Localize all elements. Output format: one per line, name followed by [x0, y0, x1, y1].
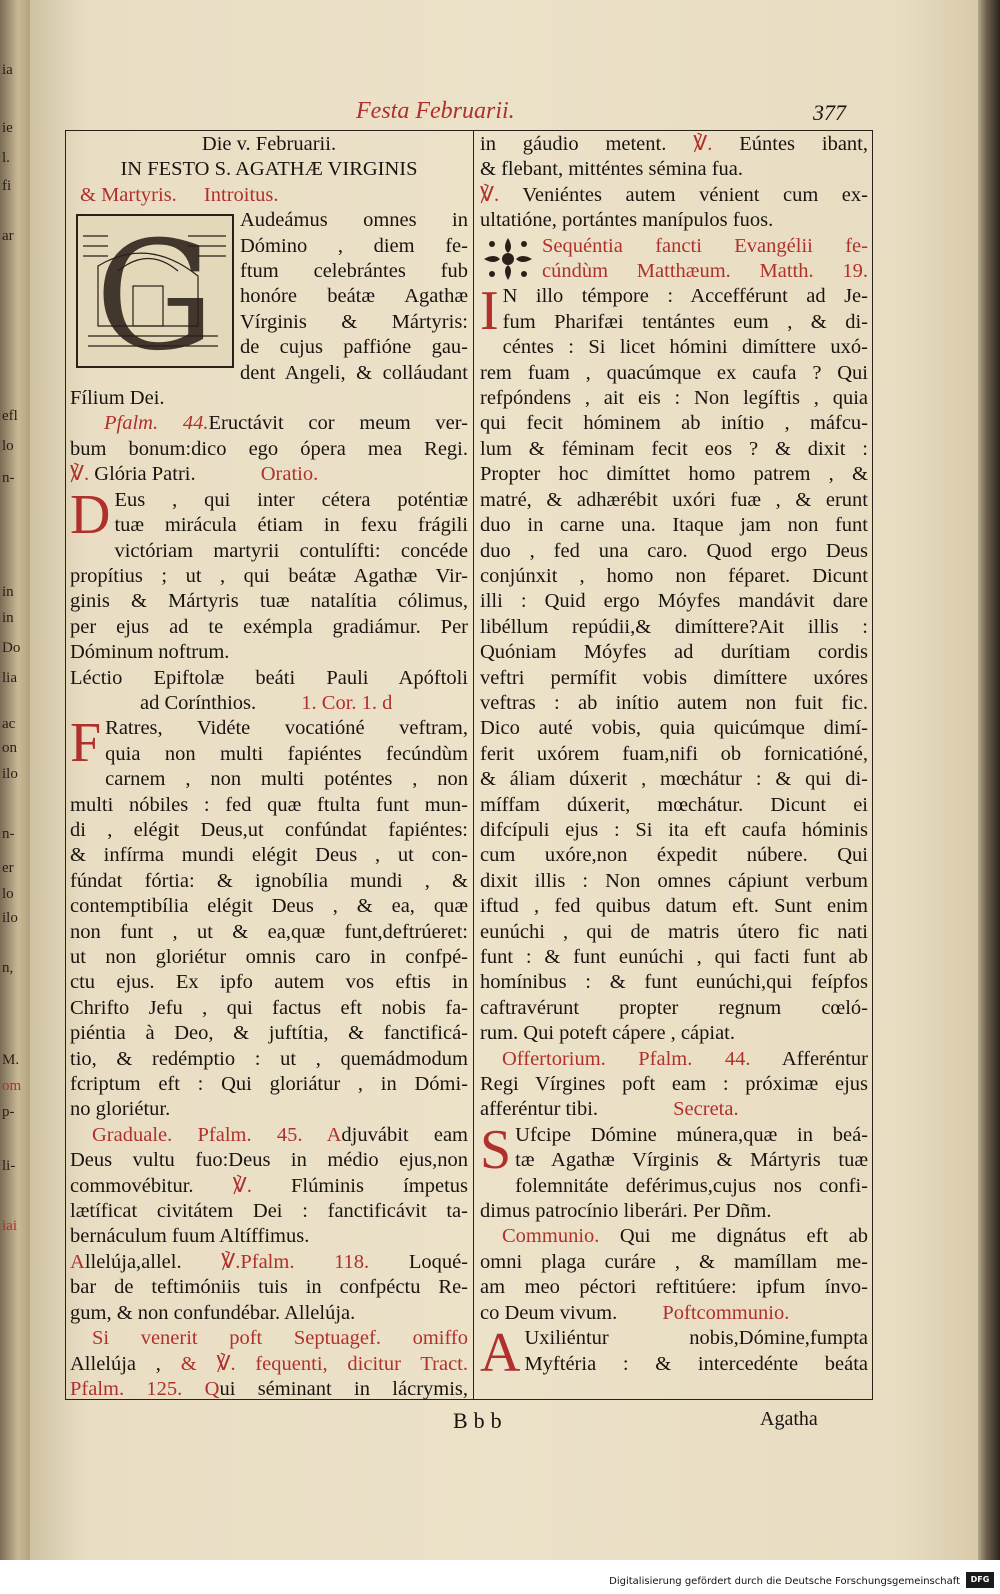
epistle-initial: F: [70, 712, 102, 775]
alleluia-initial: A: [70, 1250, 85, 1273]
alleluia-line-2: bar de teftimóniis tuis in confpéctu Re-: [70, 1276, 468, 1299]
secreta-line: Ufcipe Dómine múnera,quæ in beá-: [515, 1123, 868, 1146]
communio-last: [480, 1301, 868, 1326]
oratio-line: tuæ mirácula étiam in fexu frágili: [114, 514, 468, 537]
lectio-text-2: ad Corínthios.: [140, 691, 257, 714]
oratio-line: ginis & Mártyris tuæ natalítia cólimus,: [70, 590, 468, 613]
epistle-block: [70, 712, 468, 1123]
column-divider: [473, 130, 474, 1400]
tract-line-r1: [480, 132, 868, 157]
psalm-line-1: [70, 411, 468, 436]
gospel-line: funt : & funt eunúchi , qui facti funt ab: [480, 946, 868, 968]
margin-fragment: om: [2, 1078, 22, 1094]
oratio-line: per ejus ad te exémpla gradiámur. Per: [70, 615, 468, 638]
martyr-text: & Martyris.: [80, 183, 177, 206]
margin-fragment: on: [2, 740, 17, 756]
margin-fragment: iai: [2, 1218, 17, 1234]
margin-fragment: ilo: [2, 910, 18, 926]
gospel-line: & áliam dúxerit , mœchátur : & qui di-: [480, 768, 868, 791]
epistle-line: fcriptum eft : Qui gloriátur , in Dómi-: [70, 1073, 468, 1096]
communio-label: Communio.: [502, 1225, 600, 1248]
epistle-line: fúndat fórtia: & ignobília mundi , &: [70, 869, 468, 892]
gospel-block: [480, 280, 868, 1046]
epistle-line: non funt , ut & ea,quæ funt,deftrúeret:: [70, 920, 468, 943]
tract-text: ui séminant in lácrymis,: [219, 1377, 469, 1400]
gospel-line: míffam dúxerit, mœchátur. Dicunt ei: [480, 793, 868, 816]
gospel-line: iftud , fed quibus datum eft. Sunt enim: [480, 895, 868, 918]
margin-fragment: l.: [2, 150, 10, 166]
psalm-ref: Pfalm. 44.: [104, 412, 209, 435]
gospel-line: veftri permífit vobis dimíttere uxóres: [480, 666, 868, 689]
rubric-text-2b: & ℣. fequenti, dicitur Tract.: [180, 1352, 468, 1375]
margin-fragment: efl: [2, 408, 18, 424]
versicle-mark-4: ℣.: [693, 133, 713, 155]
fleuron-ornament-icon: [480, 236, 536, 282]
introit-line: ftum celebrántes fub: [240, 260, 468, 283]
offertorium-text-1: Afferéntur: [781, 1047, 868, 1070]
gospel-line: libéllum repúdii,& dimíttere?Ait illis :: [480, 615, 868, 638]
communio-line-3: am meo péctori reftitúere: ipfum ínvo-: [480, 1276, 868, 1299]
offertorium-line-1: [480, 1047, 868, 1072]
gospel-line: eunúchi , qui de matris útero fic nati: [480, 920, 868, 943]
graduale-line-1: [70, 1123, 468, 1148]
tract-line-r3: [480, 183, 868, 208]
margin-fragment: lia: [2, 670, 17, 686]
gospel-line: homínibus : & funt eunúchi,qui feípfos: [480, 971, 868, 994]
oratio-block: [70, 483, 468, 666]
gospel-line: dixit illis : Non omnes cápiunt verbum: [480, 869, 868, 892]
introit-line: de cujus paffióne gau-: [240, 336, 468, 359]
date-line: Die v. Februarii.: [201, 133, 337, 155]
introit-line: Dómino , diem fe-: [240, 234, 468, 257]
rubric-text-2a: Allelúja ,: [70, 1352, 161, 1375]
gospel-line: refpóndens , ait eis : Non legíftis , quia: [480, 387, 868, 410]
graduale-initial: A: [326, 1123, 342, 1146]
gospel-line: fum Pharifæi tentántes eum , & di-: [502, 310, 868, 333]
tract-line-r2: & flebant, mitténtes sémina fua.: [480, 158, 744, 181]
tract-initial: Q: [204, 1377, 220, 1400]
graduale-last: bernáculum fuum Altíffimus.: [70, 1225, 310, 1248]
margin-fragment: M.: [2, 1052, 20, 1068]
postcommunio-line: Uxiliéntur nobis,Dómine,fumpta: [524, 1327, 868, 1350]
graduale-line-2: Deus vultu fuo:Deus in médio ejus,non: [70, 1149, 468, 1172]
epistle-line: contemptibília elégit Deus , & ea, quæ: [70, 895, 468, 918]
margin-fragment: Do: [2, 640, 21, 656]
margin-fragment: n,: [2, 960, 14, 976]
secreta-line: folemnitáte deférimus,cujus nos confi-: [515, 1174, 868, 1197]
graduale-text-3: commovébitur.: [70, 1174, 194, 1197]
alleluia-last: gum, & non confundébar. Allelúja.: [70, 1301, 356, 1324]
gospel-line: matré, & adhærébit uxóri fuæ , & erunt: [480, 488, 868, 511]
epistle-line: di , elégit Deus,ut confúndat fapiéntes:: [70, 818, 468, 841]
margin-fragment: n-: [2, 470, 15, 486]
dfg-logo: DFG: [966, 1572, 994, 1588]
epistle-line: piéntia à Deo, & juftítia, & fanctificá-: [70, 1022, 468, 1045]
oratio-last: Dóminum noftrum.: [70, 641, 230, 664]
lectio-line-1: Léctio Epiftolæ beáti Pauli Apóftoli: [70, 666, 468, 689]
gospel-line: veftras : ab inítio autem non fuit fic.: [480, 691, 868, 714]
martyr-line: [70, 183, 468, 208]
gospel-line: duo , fed una caro. Quod ergo Deus: [480, 539, 868, 562]
epistle-line: multi nóbiles : fed quæ ftulta funt mun-: [70, 793, 468, 816]
gospel-ref: Matth. 19.: [759, 260, 869, 283]
lectio-line-2: [70, 691, 468, 716]
offertorium-last: [480, 1097, 868, 1122]
offertorium-last-text: afferéntur tibi.: [480, 1098, 599, 1121]
versicle-mark: ℣.: [70, 463, 90, 486]
secreta-initial: S: [480, 1118, 512, 1181]
secreta-last: dimus patrocínio liberári. Per Dñm.: [480, 1200, 772, 1223]
gospel-head-2-text: cúndùm Matthæum.: [542, 260, 731, 283]
graduale-text-4: Flúminis ímpetus: [291, 1174, 469, 1197]
tract-text-r1a: in gáudio metent.: [480, 133, 667, 155]
rubric-line-1: Si venerit poft Septuagef. omiffo: [92, 1327, 468, 1350]
introit-line: Audeámus omnes in: [240, 209, 468, 232]
lectio-ref: 1. Cor. 1. d: [301, 691, 393, 714]
oratio-line: victóriam martyrii contulífti: concéde: [114, 539, 468, 562]
communio-last-text: co Deum vivum.: [480, 1301, 618, 1324]
postcommunio-block: [480, 1322, 868, 1385]
gloria-text: Glória Patri.: [94, 463, 196, 486]
initial-g-woodcut-icon: [78, 216, 232, 366]
offertorium-line-2: Regi Vírgines poft eam : próximæ ejus: [480, 1073, 868, 1096]
gospel-line: céntes : Si licet hómini dimíttere uxó-: [502, 336, 868, 359]
alleluia-text-1: Loqué-: [408, 1250, 469, 1273]
communio-line-1: [480, 1224, 868, 1249]
gospel-line: caftravérunt propter regnum cœló-: [480, 996, 868, 1019]
epistle-line: Ratres, Vidéte vocatióné veftram,: [105, 717, 468, 740]
tract-line-r4: ultatióne, portántes manípulos fuos.: [480, 209, 774, 232]
gospel-line: conjúnxit , homo non féparet. Dicunt: [480, 564, 868, 587]
initial-g-letter: G: [95, 216, 215, 367]
oratio-label: Oratio.: [260, 463, 319, 486]
right-column: [480, 132, 869, 1385]
epistle-line: Chrifto Jefu , qui factus eft nobis fa-: [70, 996, 468, 1019]
gospel-line: qui fecit hóminem ab inítio , máfcu-: [480, 412, 868, 435]
rubric-line-2: [70, 1352, 468, 1377]
gospel-line: cum uxóre,non éxpedit núbere. Qui: [480, 844, 868, 867]
communio-line-2: omni plaga curáre , & mamíllam me-: [480, 1250, 868, 1273]
epistle-line: ctu ejus. Ex ipfo autem vos eftis in: [70, 971, 468, 994]
oratio-line: propítius ; ut , qui beátæ Agathæ Vir-: [70, 564, 468, 587]
gospel-initial: I: [480, 280, 499, 343]
introit-last: dent Angeli, & colláudant Fílium Dei.: [70, 361, 468, 410]
gospel-heading: [480, 234, 868, 285]
introit-line: Vírginis & Mártyris:: [240, 310, 468, 333]
margin-fragment: in: [2, 610, 14, 626]
versicle-mark-3: ℣.: [221, 1250, 241, 1273]
versicle-mark-2: ℣.: [232, 1174, 252, 1197]
alleluia-label: llelúja,allel.: [84, 1250, 182, 1273]
graduale-line-5: lætíficat civitátem Dei : fanctificávit ta-: [70, 1200, 468, 1223]
margin-fragment: fi: [2, 178, 12, 194]
versicle-mark-5: ℣.: [480, 183, 500, 206]
epistle-last: no gloriétur.: [70, 1098, 171, 1121]
graduale-line-3: [70, 1174, 468, 1199]
introitus-label: Introitus.: [203, 183, 279, 206]
margin-fragment: ia: [2, 62, 13, 78]
signature-mark: Bbb: [453, 1408, 508, 1433]
page-number: 377: [813, 100, 846, 125]
gospel-line: lum & féminam fecit eos ? & dixit :: [480, 437, 868, 460]
gloria-line: [70, 462, 468, 487]
historiated-initial: [76, 214, 234, 368]
margin-fragment: ie: [2, 120, 13, 136]
graduale-text-1: djuvábit eam: [341, 1123, 468, 1146]
margin-fragment: ilo: [2, 766, 18, 782]
tract-line: [70, 1377, 468, 1402]
secreta-label: Secreta.: [673, 1098, 739, 1121]
running-head: Festa Februarii.: [356, 98, 515, 124]
left-column: [70, 132, 468, 1402]
secreta-block: [480, 1118, 868, 1225]
gospel-head-1: Sequéntia fancti Evangélii fe-: [542, 234, 868, 257]
graduale-label: Graduale. Pfalm. 45.: [92, 1123, 303, 1146]
epistle-line: carnem , non multi poténtes , non: [105, 768, 468, 791]
gospel-last: rum. Qui poteft cápere , cápiat.: [480, 1022, 735, 1045]
gospel-line: duo in carne una. Itaque jam non funt: [480, 514, 868, 537]
alleluia-ref: Pfalm. 118.: [240, 1250, 370, 1273]
oratio-line: Eus , qui inter cétera poténtiæ: [114, 488, 468, 511]
margin-fragment: lo: [2, 886, 14, 902]
tract-ref: Pfalm. 125.: [70, 1377, 183, 1400]
offertorium-label: Offertorium. Pfalm. 44.: [502, 1047, 751, 1070]
secreta-line: tæ Agathæ Vírginis & Mártyris tuæ: [515, 1149, 868, 1172]
communio-text-1: Qui me dignátus eft ab: [619, 1225, 869, 1248]
tract-text-r1b: Eúntes ibant,: [739, 133, 868, 155]
postcommunio-initial: A: [480, 1322, 521, 1385]
book-spine-edge: [978, 0, 1000, 1560]
margin-fragment: ac: [2, 716, 16, 732]
digitization-footer: [0, 1560, 1000, 1594]
gospel-line: Quóniam Móyfes ad durítiam cordis: [480, 641, 868, 664]
margin-fragment: n-: [2, 826, 15, 842]
epistle-line: & infírma mundi elégit Deus , ut con-: [70, 844, 468, 867]
psalm-text-1: Eructávit cor meum ver-: [208, 412, 469, 435]
gospel-line: Dico auté vobis, quia quicúmque dimí-: [480, 717, 868, 740]
catchword: Agatha: [760, 1408, 818, 1430]
previous-page-edge: [0, 0, 30, 1560]
margin-fragment: li-: [2, 1158, 16, 1174]
margin-fragment: in: [2, 584, 14, 600]
gospel-line: difcípuli ejus : Si ita eft caufa hóminis: [480, 818, 868, 841]
epistle-line: tio, & redémptio : ut , quemádmodum: [70, 1047, 468, 1070]
margin-fragment: p-: [2, 1104, 15, 1120]
margin-fragment: lo: [2, 438, 14, 454]
postcommunio-line: Myftéria : & intercedénte beáta: [524, 1352, 868, 1375]
oratio-initial: D: [70, 483, 111, 546]
gospel-line: ferit uxórem fuam,nifi ob fornicatióné,: [480, 742, 868, 765]
psalm-line-2: bum bonum:dico ego ópera mea Regi.: [70, 437, 468, 460]
gospel-line: Propter hoc dimíttet homo patrem , &: [480, 463, 868, 486]
epistle-line: ut non gloriétur omnis caro in confpé-: [70, 946, 468, 968]
postcommunio-label: Poftcommunio.: [662, 1301, 790, 1324]
gospel-line: rem fuam , quacúmque ex caufa ? Qui: [480, 361, 868, 384]
epistle-line: quia non multi fapiéntes fecúndùm: [105, 742, 468, 765]
introit-block: [70, 208, 468, 411]
alleluia-line-1: [70, 1250, 468, 1275]
digitization-credit: Digitalisierung gefördert durch die Deutsche Forschungsgemeinschaft: [609, 1576, 960, 1587]
tract-text-r3: Veniéntes autem vénient cum ex-: [522, 183, 868, 206]
margin-fragment: ar: [2, 228, 14, 244]
introit-line: honóre beátæ Agathæ: [240, 285, 468, 308]
feast-title: IN FESTO S. AGATHÆ VIRGINIS: [120, 158, 418, 181]
margin-fragment: er: [2, 860, 14, 876]
gospel-line: N illo témpore : Accefférunt ad Je-: [502, 285, 868, 308]
gospel-head-2: [480, 259, 868, 284]
gospel-line: illi : Quid ergo Móyfes mandávit dare: [480, 590, 868, 613]
